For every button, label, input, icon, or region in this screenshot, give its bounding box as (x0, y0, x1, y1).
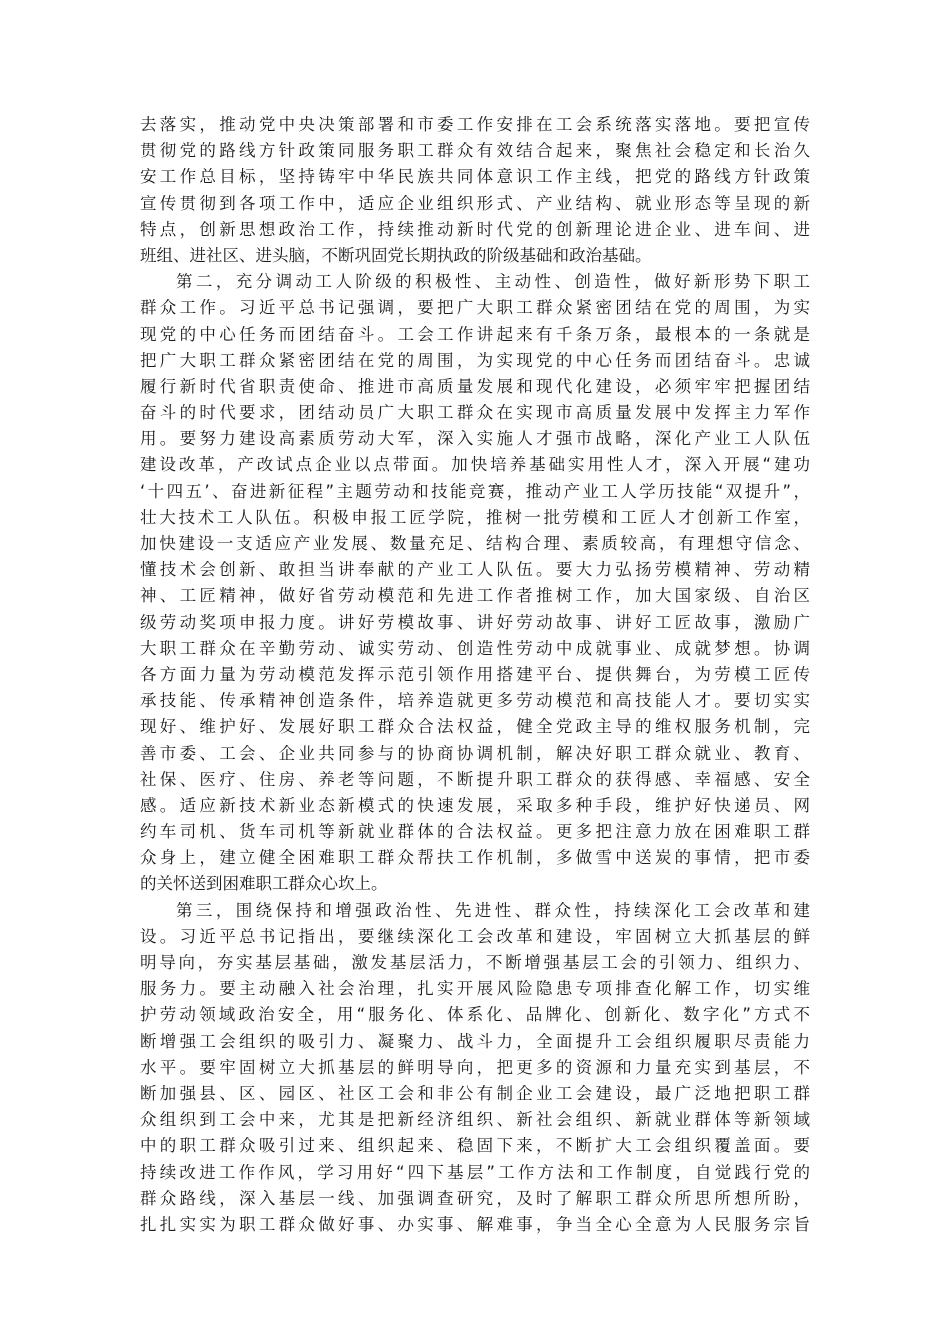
text-line: 善市委、工会、企业共同参与的协商协调机制，解决好职工群众就业、教育、 (140, 743, 810, 763)
text-line: 承技能、传承精神创造条件，培养造就更多劳动模范和高技能人才。要切实实 (140, 691, 810, 711)
text-line: 中的职工群众吸引过来、组织起来、稳固下来，不断扩大工会组织覆盖面。要 (140, 1136, 810, 1156)
text-line: 约车司机、货车司机等新就业群体的合法权益。更多把注意力放在困难职工群 (140, 822, 810, 842)
text-line: 护劳动领域政治安全，用“服务化、体系化、品牌化、创新化、数字化”方式不 (140, 1005, 810, 1025)
paragraph-heading-second: 第二，充分调动工人阶级的积极性、主动性、创造性，做好新形势下职工 (176, 272, 810, 292)
text-line: 持续改进工作作风，学习用好“四下基层”工作方法和工作制度，自觉践行党的 (140, 1162, 810, 1182)
document-body (140, 112, 810, 1238)
text-line: 班组、进社区、进头脑，不断巩固党长期执政的阶级基础和政治基础。 (140, 245, 652, 265)
text-line: ‘十四五’、奋进新征程”主题劳动和技能竞赛，推动产业工人学历技能“双提升”， (140, 481, 810, 501)
text-line: 大职工群众在辛勤劳动、诚实劳动、创造性劳动中成就事业、成就梦想。协调 (140, 638, 810, 658)
text-line: 各方面力量为劳动模范发挥示范引领作用搭建平台、提供舞台，为劳模工匠传 (140, 664, 810, 684)
text-line: 去落实，推动党中央决策部署和市委工作安排在工会系统落实落地。要把宣传 (140, 115, 810, 134)
text-line: 群众路线，深入基层一线、加强调查研究，及时了解职工群众所思所想所盼， (140, 1188, 810, 1208)
text-line: 壮大技术工人队伍。积极申报工匠学院，推树一批劳模和工匠人才创新工作室， (140, 507, 810, 527)
text-line: 级劳动奖项申报力度。讲好劳模故事、讲好劳动故事、讲好工匠故事，激励广 (140, 612, 810, 632)
text-line: 断加强县、区、园区、社区工会和非公有制企业工会建设，最广泛地把职工群 (140, 1083, 810, 1103)
text-line: 群众工作。习近平总书记强调，要把广大职工群众紧密团结在党的周围，为实 (140, 298, 810, 318)
paragraph-heading-third: 第三，围绕保持和增强政治性、先进性、群众性，持续深化工会改革和建 (176, 900, 810, 920)
text-line: 安工作总目标，坚持铸牢中华民族共同体意识工作主线，把党的路线方针政策 (140, 167, 810, 187)
text-line: 服务力。要主动融入社会治理，扎实开展风险隐患专项排查化解工作，切实维 (140, 979, 810, 999)
text-line: 明导向，夯实基层基础，激发基层活力，不断增强基层工会的引领力、组织力、 (140, 953, 810, 972)
text-line: 现好、维护好、发展好职工群众合法权益，健全党政主导的维权服务机制，完 (140, 717, 810, 737)
text-line: 用。要努力建设高素质劳动大军，深入实施人才强市战略，深化产业工人队伍 (140, 429, 810, 449)
text-line: 扎扎实实为职工群众做好事、办实事、解难事，争当全心全意为人民服务宗旨 (140, 1214, 810, 1234)
text-line: 设。习近平总书记指出，要继续深化工会改革和建设，牢固树立大抓基层的鲜 (140, 926, 810, 946)
text-line: 断增强工会组织的吸引力、凝聚力、战斗力，全面提升工会组织履职尽责能力 (140, 1031, 810, 1051)
text-line: 神、工匠精神，做好省劳动模范和先进工作者推树工作，加大国家级、自治区 (140, 586, 810, 606)
text-line: 众组织到工会中来，尤其是把新经济组织、新社会组织、新就业群体等新领域 (140, 1110, 810, 1130)
text-line: 懂技术会创新、敢担当讲奉献的产业工人队伍。要大力弘扬劳模精神、劳动精 (140, 560, 810, 580)
text-line: 特点，创新思想政治工作，持续推动新时代党的创新理论进企业、进车间、进 (140, 219, 810, 239)
text-line: 现党的中心任务而团结奋斗。工会工作讲起来有千条万条，最根本的一条就是 (140, 324, 810, 344)
text-line: 把广大职工群众紧密团结在党的周围，为实现党的中心任务而团结奋斗。忠诚 (140, 350, 810, 370)
text-line: 奋斗的时代要求，团结动员广大职工群众在实现市高质量发展中发挥主力军作 (140, 403, 810, 423)
text-line: 贯彻党的路线方针政策同服务职工群众有效结合起来，聚焦社会稳定和长治久 (140, 141, 810, 161)
text-line: 水平。要牢固树立大抓基层的鲜明导向，把更多的资源和力量充实到基层，不 (140, 1057, 810, 1077)
text-line: 社保、医疗、住房、养老等问题，不断提升职工群众的获得感、幸福感、安全 (140, 769, 810, 789)
text-line: 履行新时代省职责使命、推进市高质量发展和现代化建设，必须牢牢把握团结 (140, 376, 810, 396)
text-line: 建设改革，产改试点企业以点带面。加快培养基础实用性人才，深入开展“建功 (140, 455, 810, 475)
text-line: 众身上，建立健全困难职工群众帮扶工作机制，多做雪中送炭的事情，把市委 (140, 848, 810, 868)
text-line: 宣传贯彻到各项工作中，适应企业组织形式、产业结构、就业形态等呈现的新 (140, 193, 810, 213)
text-line: 加快建设一支适应产业发展、数量充足、结构合理、素质较高，有理想守信念、 (140, 534, 810, 553)
text-line: 感。适应新技术新业态新模式的快速发展，采取多种手段，维护好快递员、网 (140, 795, 810, 815)
text-line: 的关怀送到困难职工群众心坎上。 (140, 874, 388, 894)
